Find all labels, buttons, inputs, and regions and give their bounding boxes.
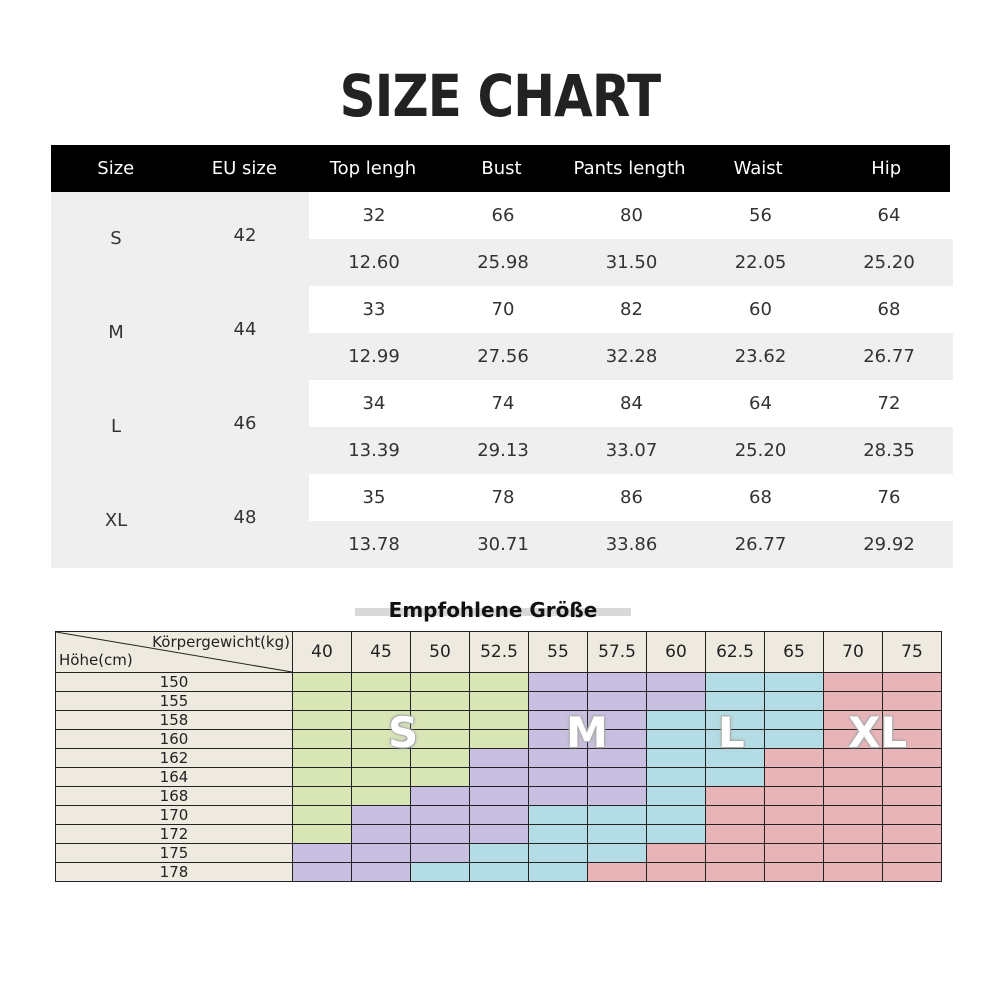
size-cell-m <box>352 806 411 825</box>
size-cell-m <box>588 768 647 787</box>
measurement-cell: 32.28 <box>605 346 658 367</box>
size-cell-s <box>352 768 411 787</box>
measurement-columns <box>309 192 953 568</box>
weight-header-cell: 57.5 <box>588 632 647 673</box>
measurement-row-inch <box>309 521 953 568</box>
size-cell-xl <box>883 787 942 806</box>
measurement-cell: 64 <box>749 393 772 414</box>
size-cell-m <box>411 844 470 863</box>
size-cell-m <box>352 863 411 882</box>
size-label: L <box>110 416 122 437</box>
measurement-row-inch <box>309 333 953 380</box>
size-label: XL <box>104 510 128 531</box>
size-cell-s <box>293 730 352 749</box>
corner-header <box>56 632 293 673</box>
measurement-cell: 32 <box>362 205 386 226</box>
size-cell-l <box>765 673 824 692</box>
measurement-cell: 68 <box>749 487 772 508</box>
size-cell-l <box>647 806 706 825</box>
height-row <box>56 863 942 882</box>
zone-label-l: L <box>718 708 745 757</box>
zone-label-xl: XL <box>848 708 908 757</box>
measurement-cell: 33 <box>362 299 386 320</box>
header-size: Size <box>97 158 135 179</box>
size-label: M <box>108 322 124 343</box>
measurement-cell: 26.77 <box>734 534 787 555</box>
size-cell-l <box>647 768 706 787</box>
size-cell-xl <box>588 863 647 882</box>
eu-size-label: 48 <box>233 507 257 528</box>
size-cell-m <box>470 768 529 787</box>
measurement-cell: 84 <box>620 393 643 414</box>
measurement-cell: 35 <box>362 487 386 508</box>
size-cell-l <box>765 730 824 749</box>
size-cell-xl <box>706 787 765 806</box>
height-header-cell: 162 <box>56 749 293 768</box>
size-cell-l <box>529 863 588 882</box>
recommended-title-block <box>355 598 631 626</box>
size-cell-l <box>706 768 765 787</box>
size-cell-s <box>293 749 352 768</box>
measurement-cell: 25.98 <box>477 252 529 273</box>
size-cell-s <box>470 692 529 711</box>
height-header-cell: 158 <box>56 711 293 730</box>
size-cell-l <box>529 806 588 825</box>
size-cell-l <box>647 730 706 749</box>
height-row <box>56 711 942 730</box>
size-cell-l <box>529 825 588 844</box>
measurement-cell: 29.13 <box>477 440 529 461</box>
size-cell-s <box>293 768 352 787</box>
measurement-row-cm <box>309 192 953 239</box>
size-cell-l <box>470 844 529 863</box>
height-header-cell: 170 <box>56 806 293 825</box>
recommended-size-grid <box>55 631 942 882</box>
height-header-cell: 164 <box>56 768 293 787</box>
size-cell-xl <box>824 863 883 882</box>
header-eu-size: EU size <box>211 158 277 179</box>
height-row <box>56 787 942 806</box>
header-top-length: Top lengh <box>329 158 417 179</box>
size-cell-m <box>588 787 647 806</box>
size-cell-xl <box>824 673 883 692</box>
measurement-cell: 29.92 <box>863 534 915 555</box>
size-cell-m <box>352 825 411 844</box>
size-cell-xl <box>883 673 942 692</box>
size-cell-xl <box>824 806 883 825</box>
size-cell-l <box>647 787 706 806</box>
size-table-body <box>51 192 950 568</box>
size-cell-l <box>588 825 647 844</box>
measurement-cell: 25.20 <box>863 252 915 273</box>
height-row <box>56 673 942 692</box>
measurement-cell: 68 <box>877 299 901 320</box>
measurement-cell: 22.05 <box>734 252 787 273</box>
weight-axis-label: Körpergewicht(kg) <box>152 633 290 651</box>
eu-size-label: 42 <box>233 225 257 246</box>
size-label-column <box>51 192 309 568</box>
size-cell-s <box>293 673 352 692</box>
measurement-cell: 74 <box>491 393 515 414</box>
measurement-cell: 28.35 <box>863 440 915 461</box>
size-cell-l <box>647 825 706 844</box>
recommended-title: Empfohlene Größe <box>388 598 598 622</box>
height-row <box>56 844 942 863</box>
measurement-cell: 70 <box>491 299 515 320</box>
size-cell-m <box>470 787 529 806</box>
size-cell-l <box>765 692 824 711</box>
size-cell-s <box>411 768 470 787</box>
size-cell-s <box>470 673 529 692</box>
measurement-cell: 34 <box>362 393 386 414</box>
measurement-cell: 13.39 <box>348 440 400 461</box>
weight-header-cell: 50 <box>411 632 470 673</box>
zone-label-s: S <box>388 708 419 757</box>
eu-size-label: 44 <box>233 319 257 340</box>
size-cell-s <box>293 711 352 730</box>
size-cell-xl <box>883 806 942 825</box>
measurement-cell: 72 <box>877 393 901 414</box>
size-cell-m <box>588 673 647 692</box>
height-axis-label: Höhe(cm) <box>59 651 133 669</box>
size-cell-l <box>411 863 470 882</box>
height-row <box>56 806 942 825</box>
size-cell-m <box>293 863 352 882</box>
measurement-cell: 56 <box>749 205 772 226</box>
height-header-cell: 160 <box>56 730 293 749</box>
size-cell-m <box>470 825 529 844</box>
measurement-row-cm <box>309 286 953 333</box>
size-cell-xl <box>706 825 765 844</box>
size-cell-l <box>470 863 529 882</box>
size-cell-s <box>411 692 470 711</box>
size-cell-xl <box>765 768 824 787</box>
height-row <box>56 749 942 768</box>
measurement-cell: 76 <box>877 487 901 508</box>
size-cell-s <box>352 673 411 692</box>
weight-header-row <box>56 632 942 673</box>
size-cell-l <box>706 673 765 692</box>
measurement-row-cm <box>309 380 953 427</box>
weight-header-cell: 75 <box>883 632 942 673</box>
size-cell-l <box>588 806 647 825</box>
size-cell-xl <box>765 749 824 768</box>
size-cell-xl <box>883 844 942 863</box>
measurement-cell: 66 <box>491 205 515 226</box>
size-cell-l <box>647 711 706 730</box>
size-cell-xl <box>824 844 883 863</box>
size-cell-xl <box>883 825 942 844</box>
weight-header-cell: 52.5 <box>470 632 529 673</box>
measurement-cell: 23.62 <box>734 346 787 367</box>
size-cell-s <box>470 711 529 730</box>
header-hip: Hip <box>871 158 902 179</box>
size-cell-m <box>411 787 470 806</box>
size-cell-xl <box>647 844 706 863</box>
size-cell-m <box>529 768 588 787</box>
size-cell-m <box>647 673 706 692</box>
weight-header-cell: 70 <box>824 632 883 673</box>
size-cell-l <box>647 749 706 768</box>
size-table-header <box>51 145 950 192</box>
size-cell-l <box>588 844 647 863</box>
size-cell-xl <box>706 844 765 863</box>
size-cell-xl <box>824 768 883 787</box>
size-cell-s <box>293 692 352 711</box>
height-header-cell: 178 <box>56 863 293 882</box>
height-row <box>56 768 942 787</box>
size-cell-xl <box>765 806 824 825</box>
size-cell-m <box>411 806 470 825</box>
size-cell-s <box>470 730 529 749</box>
height-row <box>56 692 942 711</box>
weight-header-cell: 45 <box>352 632 411 673</box>
measurement-cell: 30.71 <box>477 534 529 555</box>
measurement-cell: 12.60 <box>348 252 400 273</box>
size-cell-xl <box>883 768 942 787</box>
size-cell-m <box>647 692 706 711</box>
header-bust: Bust <box>481 158 522 179</box>
size-cell-m <box>470 806 529 825</box>
eu-size-label: 46 <box>233 413 257 434</box>
size-cell-xl <box>765 844 824 863</box>
size-cell-m <box>529 673 588 692</box>
measurement-cell: 33.86 <box>605 534 658 555</box>
height-row <box>56 730 942 749</box>
size-cell-s <box>411 711 470 730</box>
measurement-cell: 27.56 <box>477 346 529 367</box>
height-header-cell: 172 <box>56 825 293 844</box>
size-cell-s <box>293 806 352 825</box>
measurement-cell: 82 <box>620 299 643 320</box>
measurement-cell: 26.77 <box>863 346 915 367</box>
header-pants-length: Pants length <box>573 158 686 179</box>
size-cell-m <box>411 825 470 844</box>
measurement-cell: 25.20 <box>734 440 787 461</box>
size-table <box>51 145 950 568</box>
weight-header-cell: 40 <box>293 632 352 673</box>
height-header-cell: 155 <box>56 692 293 711</box>
size-cell-xl <box>765 825 824 844</box>
measurement-cell: 78 <box>491 487 515 508</box>
page-title: SIZE CHART <box>339 62 661 130</box>
size-cell-s <box>411 673 470 692</box>
size-cell-s <box>293 787 352 806</box>
measurement-row-inch <box>309 427 953 474</box>
size-cell-xl <box>706 863 765 882</box>
measurement-cell: 80 <box>620 205 643 226</box>
size-cell-m <box>293 844 352 863</box>
measurement-cell: 13.78 <box>348 534 400 555</box>
size-cell-l <box>765 711 824 730</box>
size-cell-s <box>411 730 470 749</box>
weight-header-cell: 62.5 <box>706 632 765 673</box>
size-label: S <box>110 228 122 249</box>
zone-label-m: M <box>566 708 608 757</box>
weight-header-cell: 60 <box>647 632 706 673</box>
height-row <box>56 825 942 844</box>
weight-header-cell: 55 <box>529 632 588 673</box>
height-header-cell: 175 <box>56 844 293 863</box>
measurement-cell: 64 <box>877 205 901 226</box>
size-cell-s <box>293 825 352 844</box>
size-cell-xl <box>824 825 883 844</box>
size-cell-s <box>411 749 470 768</box>
size-cell-xl <box>883 863 942 882</box>
measurement-cell: 12.99 <box>348 346 400 367</box>
size-cell-m <box>529 787 588 806</box>
height-header-cell: 168 <box>56 787 293 806</box>
measurement-row-inch <box>309 239 953 286</box>
size-cell-xl <box>824 787 883 806</box>
measurement-cell: 86 <box>620 487 643 508</box>
size-cell-m <box>352 844 411 863</box>
weight-header-cell: 65 <box>765 632 824 673</box>
measurement-row-cm <box>309 474 953 521</box>
header-waist: Waist <box>733 158 783 179</box>
measurement-cell: 31.50 <box>605 252 658 273</box>
measurement-cell: 33.07 <box>605 440 658 461</box>
size-cell-xl <box>647 863 706 882</box>
size-cell-xl <box>765 787 824 806</box>
size-cell-xl <box>765 863 824 882</box>
height-header-cell: 150 <box>56 673 293 692</box>
size-cell-l <box>529 844 588 863</box>
size-cell-m <box>470 749 529 768</box>
size-cell-s <box>352 787 411 806</box>
size-cell-xl <box>706 806 765 825</box>
measurement-cell: 60 <box>749 299 772 320</box>
